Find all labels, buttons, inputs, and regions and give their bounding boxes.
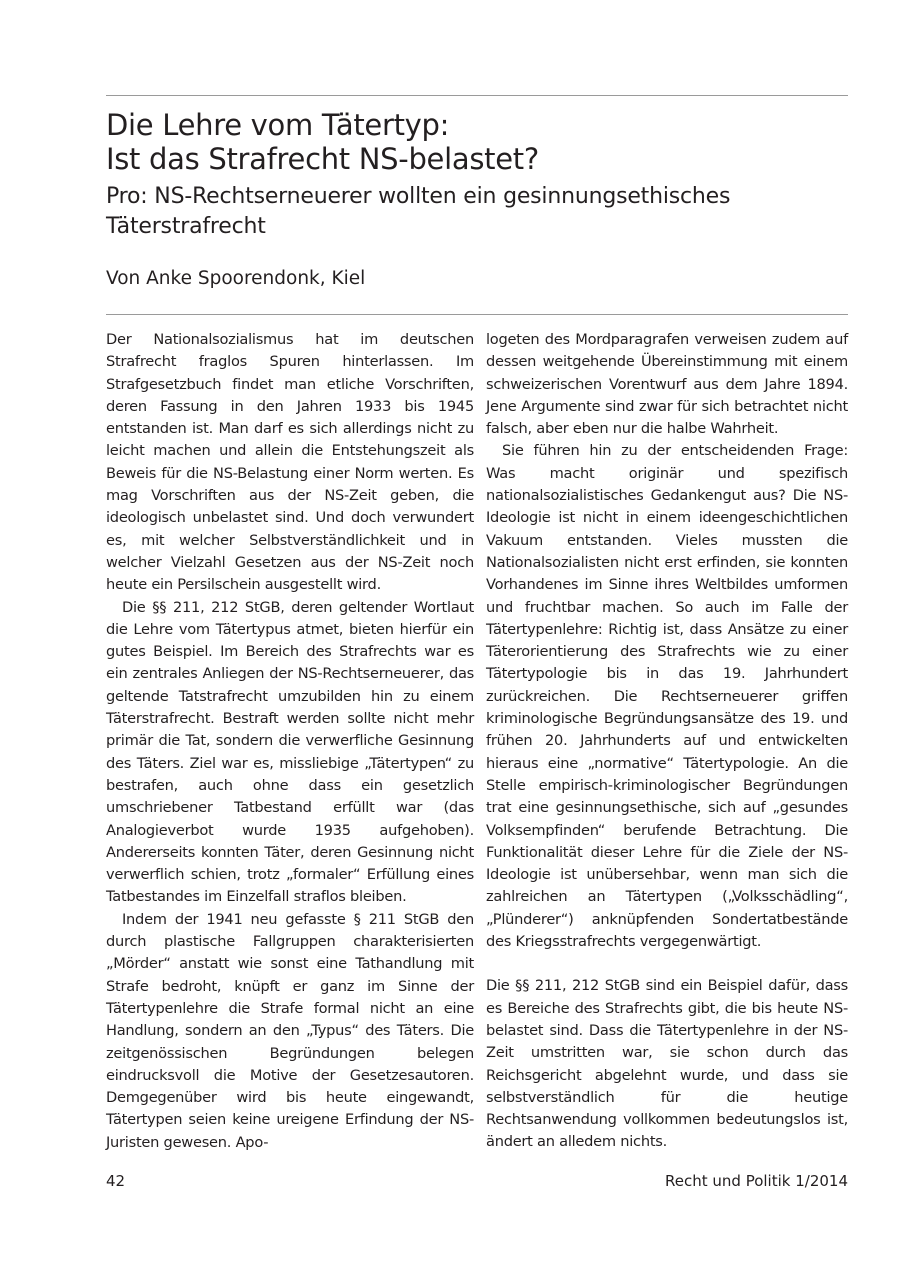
paragraph: Die §§ 211, 212 StGB, deren geltender Wortlaut die Lehre vom Tätertypus atmet, bieten hierfür ein gutes Beispiel. Im Bereich des Strafrechts war es ein zentrales Anliegen der NS-Rechtserneuerer, das geltende Tatstrafrecht umzubilden hin zu einem Täterstrafrecht. Bestraft werden sollte nicht mehr primär die Tat, sondern die verwerfliche Gesinnung des Täters. Ziel war es, missliebige „Tätertypen“ zu bestrafen, auch ohne dass ein gesetzlich umschriebener Tatbestand erfüllt war (das Analogieverbot wurde 1935 aufgehoben). Andererseits konnten Täter, deren Gesinnung nicht verwerflich schien, trotz „formaler“ Erfüllung eines Tatbestandes im Einzelfall straflos bleiben. (106, 598, 474, 906)
body-column-right (486, 329, 848, 1154)
article-title-line-1: Die Lehre vom Tätertyp: (106, 108, 450, 142)
paragraph: logeten des Mordparagrafen verweisen zudem auf dessen weitgehende Übereinstimmung mit einem schweizerischen Vorentwurf aus dem Jahre 1894. Jene Argumente sind zwar für sich betrachtet nicht falsch, aber eben nur die halbe Wahrheit. (486, 331, 848, 438)
page-number: 42 (106, 1172, 126, 1190)
paragraph: Die §§ 211, 212 StGB sind ein Beispiel dafür, dass es Bereiche des Strafrechts gibt, die bis heute NS-belastet sind. Dass die Tätertypenlehre in der NS-Zeit umstritten war, sie schon durch das Reichsgericht abgelehnt wurde, und dass sie selbstverständlich für die heutige Rechtsanwendung vollkommen bedeutungslos ist, ändert an alledem nichts. (486, 977, 848, 1151)
article-title-line-2: Ist das Strafrecht NS-belastet? (106, 142, 539, 176)
journal-issue: Recht und Politik 1/2014 (665, 1172, 848, 1190)
article-author: Von Anke Spoorendonk, Kiel (106, 268, 366, 289)
article-subtitle-line-1: Pro: NS-Rechtserneuerer wollten ein gesinnungsethisches (106, 184, 731, 209)
paragraph: Sie führen hin zu der entscheidenden Frage: Was macht originär und spezifisch nationalsozialistisches Gedankengut aus? Die NS-Ideologie ist nicht in einem ideengeschichtlichen Vakuum entstanden. Vieles mussten die Nationalsozialisten nicht erst erfinden, sie konnten Vorhandenes im Sinne ihres Weltbildes umformen und fruchtbar machen. So auch im Falle der Tätertypenlehre: Richtig ist, dass Ansätze zu einer Täterorientierung des Strafrechts wie zu einer Tätertypologie bis in das 19. Jahrhundert zurückreichen. Die Rechtserneuerer griffen kriminologische Begründungsansätze des 19. und frühen 20. Jahrhunderts auf und entwickelten hieraus eine „normative“ Tätertypologie. An die Stelle empirisch-kriminologischer Begründungen trat eine gesinnungsethische, sich auf „gesundes Volksempfinden“ berufende Betrachtung. Die Funktionalität dieser Lehre für die Ziele der NS-Ideologie ist unübersehbar, wenn man sich die zahlreichen an Tätertypen („Volksschädling“, „Plünderer“) anknüpfenden Sondertatbestände des Kriegsstrafrechts vergegenwärtigt. (486, 442, 848, 951)
header-rule (106, 314, 848, 315)
article-subtitle (106, 182, 848, 242)
article-title (106, 108, 848, 176)
top-rule (106, 95, 848, 96)
article-subtitle-line-2: Täterstrafrecht (106, 214, 266, 239)
paragraph: Der Nationalsozialismus hat im deutschen Strafrecht fraglos Spuren hinterlassen. Im Strafgesetzbuch findet man etliche Vorschriften, deren Fassung in den Jahren 1933 bis 1945 entstanden ist. Man darf es sich allerdings nicht zu leicht machen und allein die Entstehungszeit als Beweis für die NS-Belastung einer Norm werten. Es mag Vorschriften aus der NS-Zeit geben, die ideologisch unbelastet sind. Und doch verwundert es, mit welcher Selbstverständlichkeit und in welcher Vielzahl Gesetzen aus der NS-Zeit noch heute ein Persilschein ausgestellt wird. (106, 331, 474, 594)
paragraph: Indem der 1941 neu gefasste § 211 StGB den durch plastische Fallgruppen charakterisierten „Mörder“ anstatt wie sonst eine Tathandlung mit Strafe bedroht, knüpft er ganz im Sinne der Tätertypenlehre die Strafe formal nicht an eine Handlung, sondern an den „Typus“ des Täters. Die zeitgenössischen Begründungen belegen eindrucksvoll die Motive der Gesetzesautoren. Demgegenüber wird bis heute eingewandt, Tätertypen seien keine ureigene Erfindung der NS-Juristen gewesen. Apo- (106, 910, 474, 1151)
body-column-left (106, 329, 474, 1154)
